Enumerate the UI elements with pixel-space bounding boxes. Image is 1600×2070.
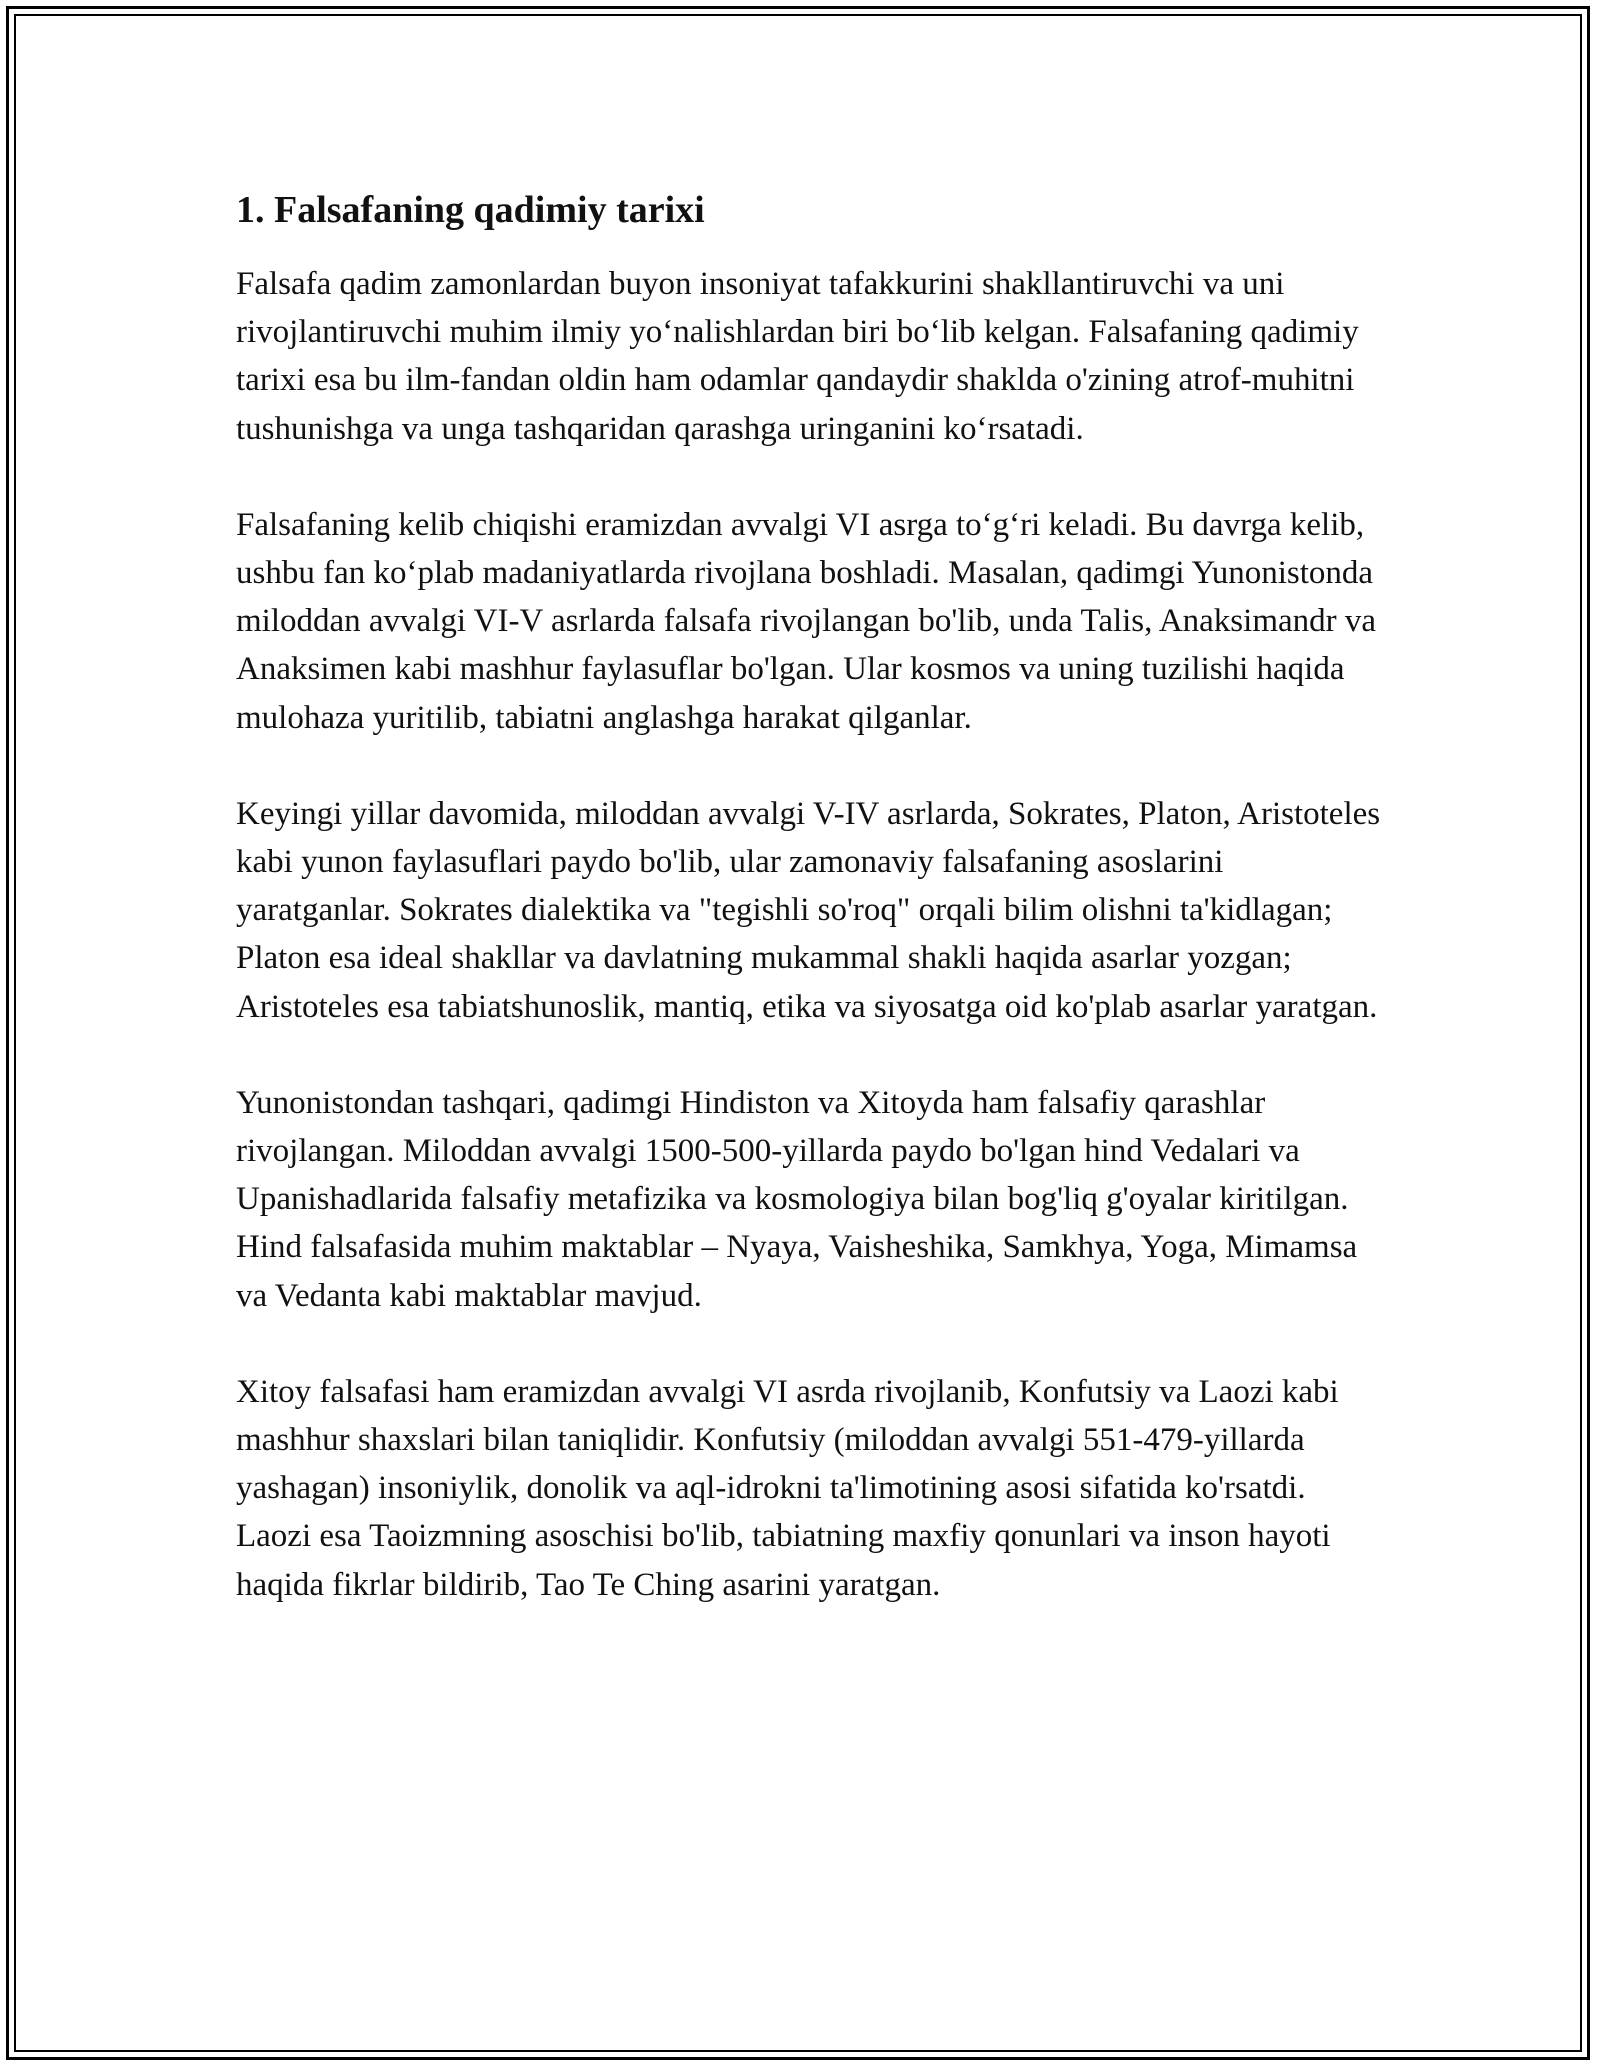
paragraph: Xitoy falsafasi ham eramizdan avvalgi VI asrda rivojlanib, Konfutsiy va Laozi kabi mashhur shaxslari bilan taniqlidir. Konfutsiy (miloddan avvalgi 551-479-yillarda yashagan) insoniylik, donolik va aql-idrokni ta'limotining asosi sifatida ko'rsatdi. Laozi esa Taoizmning asoschisi bo'lib, tabiatning maxfiy qonunlari va inson hayoti haqida fikrlar bildirib, Tao Te Ching asarini yaratgan. xyxy=(236,1373,1339,1603)
paragraph: Keyingi yillar davomida, miloddan avvalgi V-IV asrlarda, Sokrates, Platon, Aristoteles kabi yunon faylasuflari paydo bo'lib, ular zamonaviy falsafaning asoslarini yaratganlar. Sokrates dialektika va "tegishli so'roq" orqali bilim olishni ta'kidlagan; Platon esa ideal shakllar va davlatning mukammal shakli haqida asarlar yozgan; Aristoteles esa tabiatshunoslik, mantiq, etika va siyosatga oid ko'plab asarlar yaratgan. xyxy=(236,795,1381,1025)
paragraph: Falsafaning kelib chiqishi eramizdan avvalgi VI asrga to‘g‘ri keladi. Bu davrga kelib, ushbu fan ko‘plab madaniyatlarda rivojlana boshladi. Masalan, qadimgi Yunonistonda miloddan avvalgi VI-V asrlarda falsafa rivojlangan bo'lib, unda Talis, Anaksimandr va Anaksimen kabi mashhur faylasuflar bo'lgan. Ular kosmos va uning tuzilishi haqida mulohaza yuritilib, tabiatni anglashga harakat qilganlar. xyxy=(236,506,1377,736)
paragraph: Falsafa qadim zamonlardan buyon insoniyat tafakkurini shakllantiruvchi va uni rivojlantiruvchi muhim ilmiy yo‘nalishlardan biri bo‘lib kelgan. Falsafaning qadimiy tarixi esa bu ilm-fandan oldin ham odamlar qandaydir shaklda o'zining atrof-muhitni tushunishga va unga tashqaridan qarashga uringanini ko‘rsatadi. xyxy=(236,266,1359,447)
paragraph: Yunonistondan tashqari, qadimgi Hindiston va Xitoyda ham falsafiy qarashlar rivojlangan. Miloddan avvalgi 1500-500-yillarda paydo bo'lgan hind Vedalari va Upanishadlarida falsafiy metafizika va kosmologiya bilan bog'liq g'oyalar kiritilgan. Hind falsafasida muhim maktablar – Nyaya, Vaisheshika, Samkhya, Yoga, Mimamsa va Vedanta kabi maktablar mavjud. xyxy=(236,1084,1358,1314)
section-heading: 1. Falsafaning qadimiy tarixi xyxy=(236,189,705,231)
document-body xyxy=(236,186,1386,1657)
